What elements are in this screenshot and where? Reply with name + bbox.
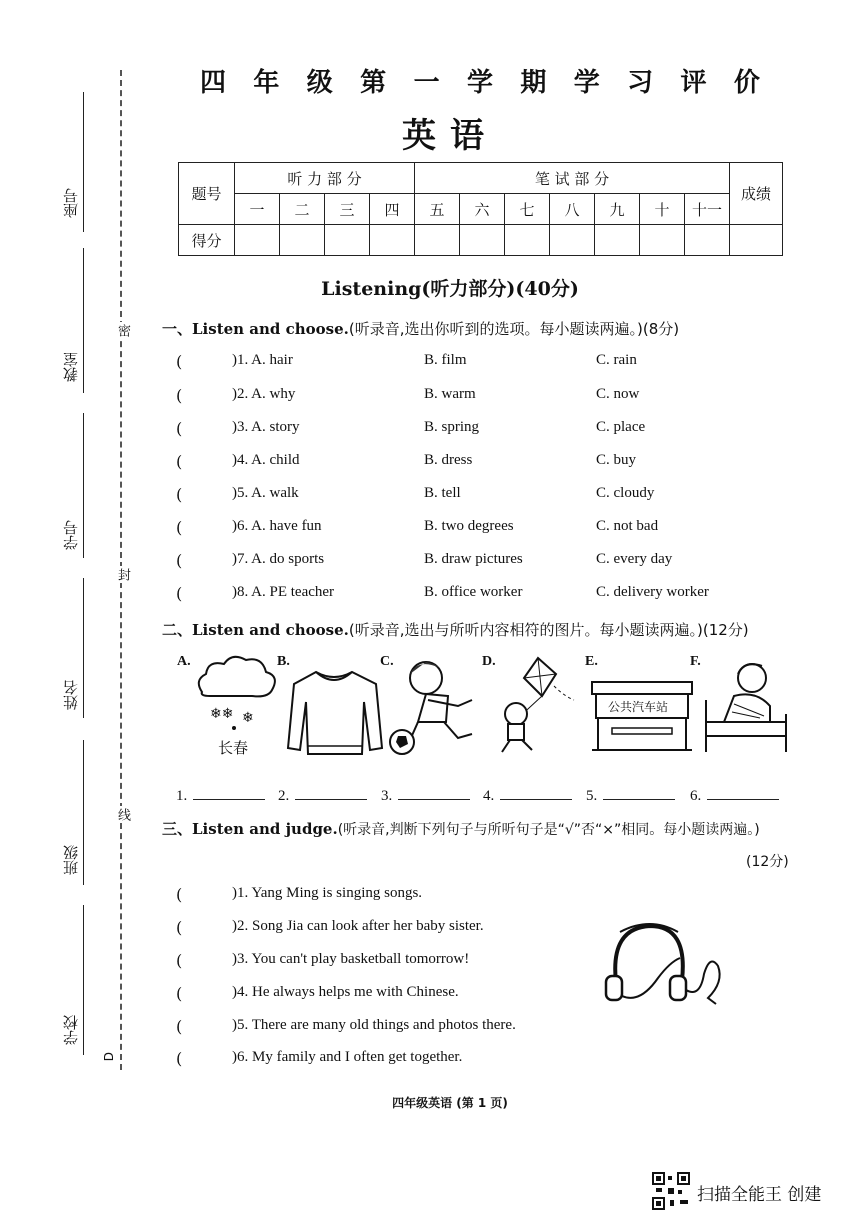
written-part-header: 笔 试 部 分 [415,163,730,194]
headphones-icon [600,918,730,1010]
answer-paren: ( [176,885,183,904]
section3-title [162,818,812,839]
score-cell[interactable] [235,225,280,256]
score-cell[interactable] [730,225,783,256]
answer-number: 4. [483,788,495,804]
question-number: 四 [370,194,415,225]
option-c: C. every day [596,551,673,567]
answer-number: 5. [586,788,598,804]
answer-paren: ( [176,452,183,471]
score-cell[interactable] [460,225,505,256]
sweater-picture [286,668,384,758]
section2-title-cn: (听录音,选出与所听内容相符的图片。每小题读两遍。)(12分) [348,621,749,639]
answer-blank-item[interactable] [586,785,675,805]
score-cell[interactable] [685,225,730,256]
answer-blank[interactable] [398,785,470,800]
answer-blank[interactable] [707,785,779,800]
judge-sentence: )2. Song Jia can look after her baby sister. [232,918,484,934]
answer-paren: ( [176,951,183,970]
city-label: 长春 [218,739,249,757]
scanner-watermark: 扫描全能王 创建 [697,1185,822,1205]
title-char: 评 [680,68,707,98]
kite-picture [494,656,584,756]
answer-blank[interactable] [193,785,265,800]
title-char: 年 [253,68,280,98]
classroom-label: 教室 [62,352,80,382]
score-cell[interactable] [505,225,550,256]
title-char: 学 [573,68,600,98]
answer-paren: ( [176,984,183,1003]
section3-points: (12分) [746,854,789,870]
girl-in-bed-picture [704,656,792,756]
picture-label: E. [585,654,598,669]
section2-title-en: 二、Listen and choose. [162,621,349,639]
exam-title [200,62,760,99]
judge-sentence: )6. My family and I often get together. [232,1049,463,1065]
score-cell[interactable] [280,225,325,256]
listening-title: Listening(听力部分)(40分) [321,278,579,300]
name-label: 姓名 [62,680,80,710]
option-a: )7. A. do sports [232,551,325,567]
option-b: B. dress [424,452,473,468]
question-number: 十 [640,194,685,225]
score-row-label: 得分 [179,225,235,256]
option-a: )3. A. story [232,419,300,435]
option-b: B. draw pictures [424,551,523,567]
answer-paren: ( [176,918,183,937]
option-b: B. film [424,352,467,368]
school-line [83,905,84,1055]
svg-text:❄: ❄ [242,710,254,726]
student-number-line [83,413,84,558]
answer-paren: ( [176,485,183,504]
question-number: 三 [325,194,370,225]
section1-title-cn: (听录音,选出你听到的选项。每小题读两遍。)(8分) [348,320,680,338]
option-a: )4. A. child [232,452,300,468]
bus-stop-sign: 公共汽车站 [608,700,669,714]
answer-paren: ( [176,584,183,603]
cut-mark-close: 封 [115,568,130,581]
option-c: C. cloudy [596,485,655,501]
answer-blank[interactable] [603,785,675,800]
title-char: 期 [520,68,547,98]
section3-title-cn: (听录音,判断下列句子与所听句子是“√”否“×”相同。每小题读两遍。) [337,822,760,838]
question-number: 六 [460,194,505,225]
score-cell[interactable] [550,225,595,256]
picture-label: C. [380,654,394,669]
title-char: 习 [627,68,654,98]
title-char: 第 [360,68,387,98]
answer-paren: ( [176,419,183,438]
section1-title-en: 一、Listen and choose. [162,320,349,338]
question-number: 九 [595,194,640,225]
svg-text:❄❄: ❄❄ [210,706,234,722]
title-char: 价 [733,68,760,98]
option-c: C. delivery worker [596,584,709,600]
answer-paren: ( [176,518,183,537]
title-char: 学 [466,68,493,98]
answer-paren: ( [176,352,183,371]
option-a: )1. A. hair [232,352,293,368]
option-c: C. rain [596,352,637,368]
section3-title-en: 三、Listen and judge. [162,820,338,838]
class-line [83,740,84,885]
student-number-label: 学号 [62,520,80,550]
total-header: 成绩 [730,163,783,225]
answer-blank-item[interactable] [690,785,779,805]
score-cell[interactable] [415,225,460,256]
answer-blank-item[interactable] [483,785,572,805]
option-c: C. now [596,386,640,402]
picture-label: A. [177,654,191,669]
question-number: 五 [415,194,460,225]
qr-code-icon [652,1172,690,1214]
class-label: 班级 [62,845,80,875]
question-number: 十一 [685,194,730,225]
title-char: 一 [413,68,440,98]
option-c: C. not bad [596,518,659,534]
answer-number: 6. [690,788,702,804]
option-b: B. two degrees [424,518,514,534]
question-number: 七 [505,194,550,225]
question-number: 八 [550,194,595,225]
section2-title [162,619,749,640]
question-number: 一 [235,194,280,225]
answer-blank[interactable] [295,785,367,800]
subject-title: 英语 [402,116,498,156]
option-a: )2. A. why [232,386,296,402]
score-cell[interactable] [640,225,685,256]
school-label: 学校 [62,1015,80,1045]
cut-mark-line: 线 [115,808,130,821]
judge-sentence: )1. Yang Ming is singing songs. [232,885,423,901]
option-b: B. office worker [424,584,523,600]
option-c: C. buy [596,452,637,468]
score-cell[interactable] [595,225,640,256]
question-number-header: 题号 [179,163,235,225]
option-a: )5. A. walk [232,485,299,501]
option-b: B. tell [424,485,461,501]
picture-label: D. [482,654,496,669]
score-table [178,162,783,256]
option-a: )8. A. PE teacher [232,584,335,600]
section1-title [162,318,679,339]
option-c: C. place [596,419,646,435]
option-b: B. warm [424,386,476,402]
judge-sentence: )3. You can't play basketball tomorrow! [232,951,470,967]
title-char: 级 [306,68,333,98]
option-a: )6. A. have fun [232,518,322,534]
picture-label: F. [690,654,701,669]
title-char: 四 [200,68,227,98]
judge-sentence: )5. There are many old things and photos there. [232,1017,516,1033]
cut-mark-seal: 密 [115,324,130,337]
name-line [83,578,84,718]
score-cell[interactable] [325,225,370,256]
answer-paren: ( [176,1049,183,1068]
answer-number: 3. [381,788,393,804]
judge-sentence: )4. He always helps me with Chinese. [232,984,459,1000]
option-b: B. spring [424,419,480,435]
page-footer: 四年级英语 (第 1 页) [392,1096,508,1110]
listening-part-header: 听 力 部 分 [235,163,415,194]
boy-football-picture [388,656,483,758]
question-number: 二 [280,194,325,225]
score-cell[interactable] [370,225,415,256]
picture-label: B. [277,654,290,669]
answer-number: 1. [176,788,188,804]
answer-paren: ( [176,1017,183,1036]
answer-blank-item[interactable] [278,785,367,805]
answer-blank-item[interactable] [176,785,265,805]
answer-paren: ( [176,551,183,570]
answer-paren: ( [176,386,183,405]
paper-letter: D [102,1052,116,1062]
answer-blank[interactable] [500,785,572,800]
answer-blank-item[interactable] [381,785,470,805]
classroom-line [83,248,84,393]
answer-number: 2. [278,788,290,804]
seat-number-label: 座号 [62,188,80,218]
